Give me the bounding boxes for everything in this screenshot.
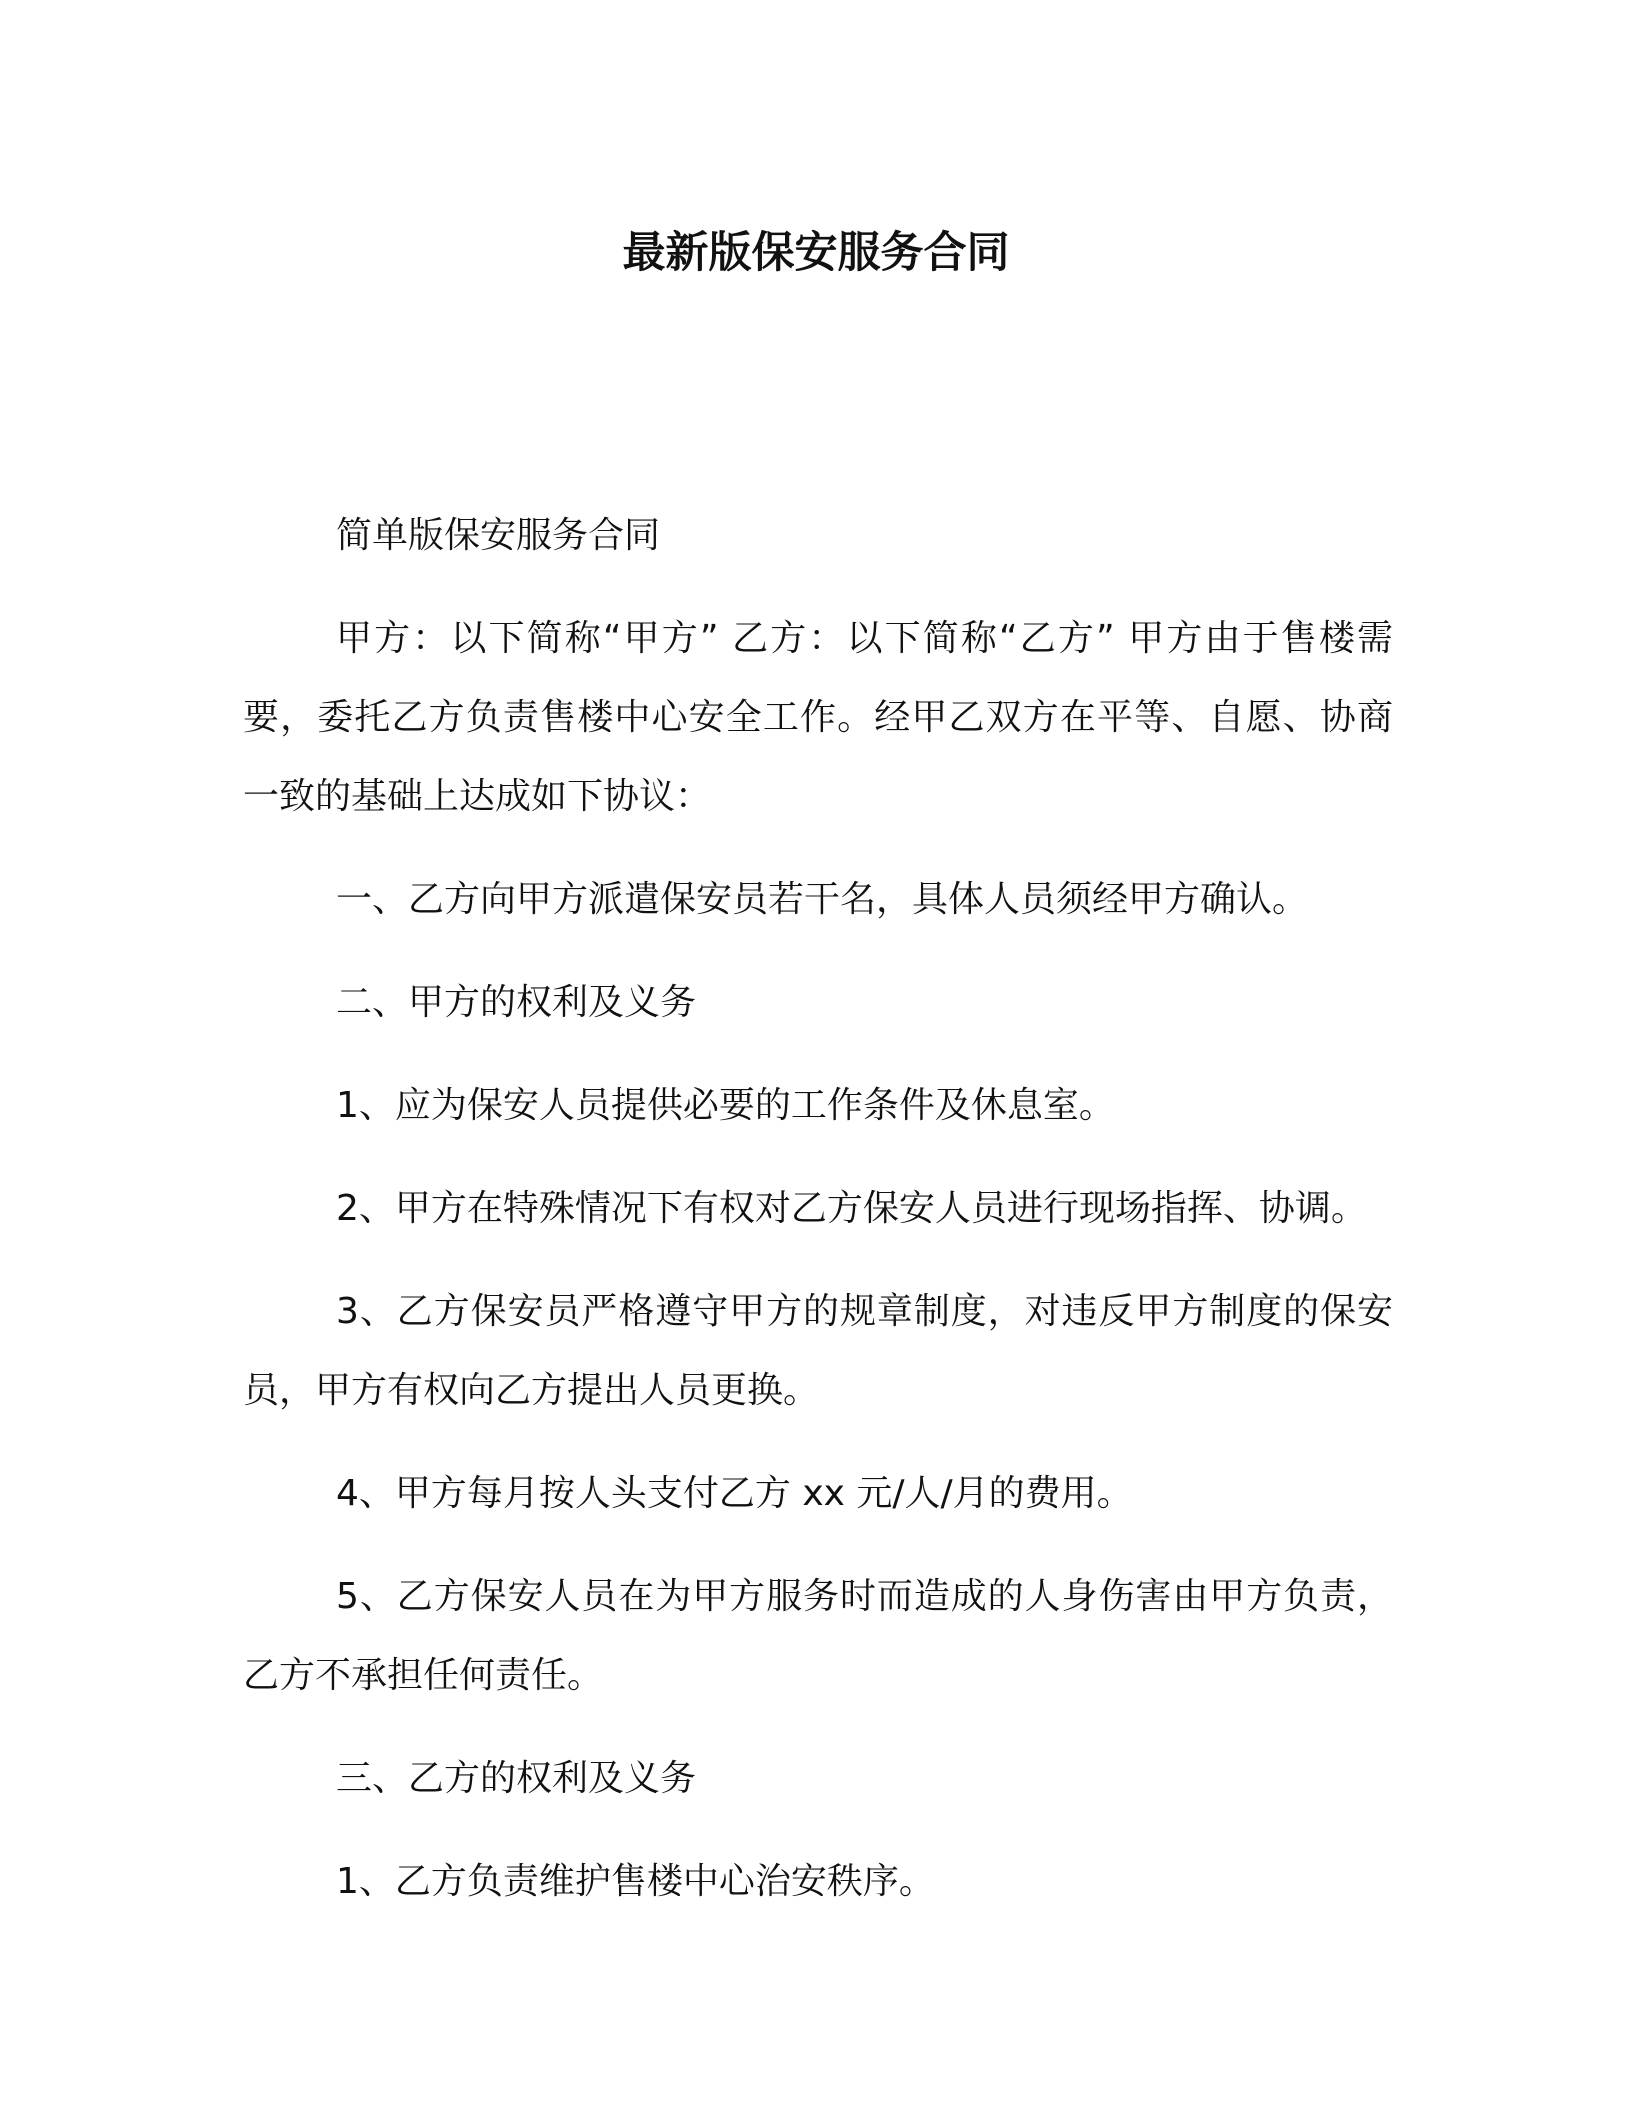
section-2-item-1: 1、应为保安人员提供必要的工作条件及休息室。 [336,1085,1115,1126]
parties-paragraph: 甲方：以下简称“甲方” 乙方：以下简称“乙方” 甲方由于售楼需要，委托乙方负责售楼中心安全工作。经甲乙双方在平等、自愿、协商一致的基础上达成如下协议： [243,618,1393,817]
clause-1-paragraph: 一、乙方向甲方派遣保安员若干名，具体人员须经甲方确认。 [336,879,1309,920]
section-2-item-3: 3、乙方保安员严格遵守甲方的规章制度，对违反甲方制度的保安员，甲方有权向乙方提出人员更换。 [243,1291,1393,1411]
section-2-item-5: 5、乙方保安人员在为甲方服务时而造成的人身伤害由甲方负责，乙方不承担任何责任。 [243,1576,1393,1696]
section-2-item-2: 2、甲方在特殊情况下有权对乙方保安人员进行现场指挥、协调。 [336,1188,1367,1229]
section-3-item-1: 1、乙方负责维护售楼中心治安秩序。 [336,1861,935,1902]
subtitle-paragraph: 简单版保安服务合同 [336,515,661,556]
document-body [243,496,1393,1945]
section-2-heading: 二、甲方的权利及义务 [336,982,697,1023]
section-2-item-4: 4、甲方每月按人头支付乙方 xx 元/人/月的费用。 [336,1473,1133,1514]
document-title: 最新版保安服务合同 [622,228,1010,278]
section-3-heading: 三、乙方的权利及义务 [336,1758,697,1799]
